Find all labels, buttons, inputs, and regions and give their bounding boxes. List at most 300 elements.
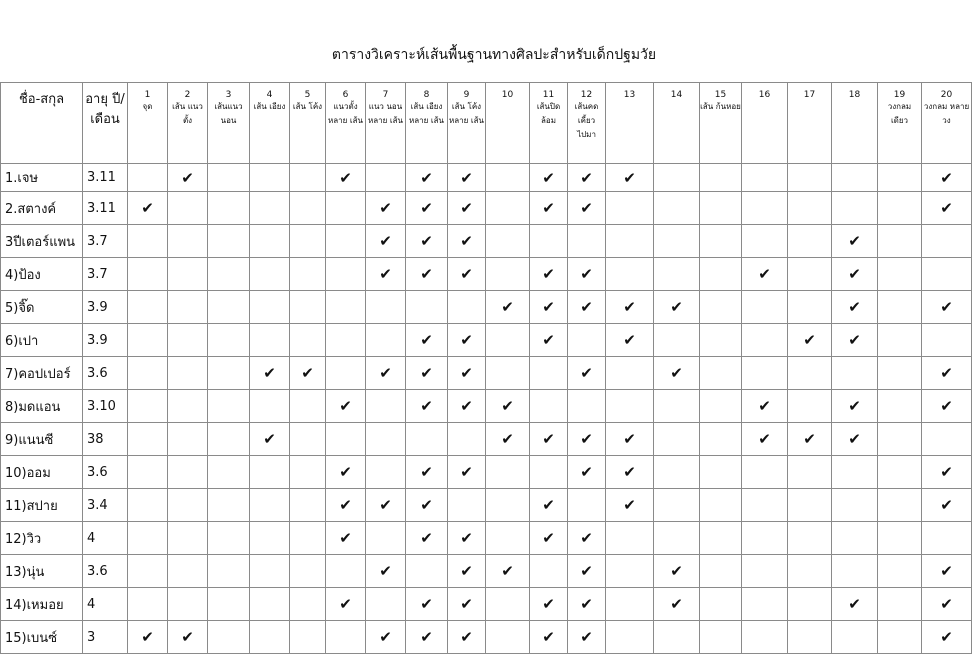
- check-mark-icon: ✔: [168, 164, 208, 192]
- check-mark-icon: ✔: [568, 555, 606, 588]
- check-mark-icon: ✔: [486, 291, 530, 324]
- check-mark-icon: ✔: [290, 357, 326, 390]
- empty-cell: [168, 423, 208, 456]
- check-mark-icon: ✔: [742, 258, 788, 291]
- header-col-number: 17: [803, 90, 816, 100]
- check-mark-icon: ✔: [788, 423, 832, 456]
- empty-cell: [700, 522, 742, 555]
- empty-cell: [326, 621, 366, 654]
- header-age: อายุ ปี/ เดือน: [83, 83, 128, 164]
- empty-cell: [168, 357, 208, 390]
- check-mark-icon: ✔: [366, 357, 406, 390]
- check-mark-icon: ✔: [530, 324, 568, 357]
- check-mark-icon: ✔: [406, 489, 448, 522]
- empty-cell: [742, 357, 788, 390]
- check-mark-icon: ✔: [606, 423, 654, 456]
- header-col-label: เส้น ก้นหอย: [700, 102, 741, 111]
- check-mark-icon: ✔: [530, 258, 568, 291]
- empty-cell: [878, 621, 922, 654]
- header-col-18: [832, 83, 878, 164]
- student-age: 3.7: [83, 225, 128, 258]
- empty-cell: [366, 456, 406, 489]
- empty-cell: [290, 621, 326, 654]
- check-mark-icon: ✔: [250, 357, 290, 390]
- student-age: 3: [83, 621, 128, 654]
- empty-cell: [486, 489, 530, 522]
- empty-cell: [290, 164, 326, 192]
- check-mark-icon: ✔: [448, 225, 486, 258]
- empty-cell: [878, 588, 922, 621]
- check-mark-icon: ✔: [654, 555, 700, 588]
- student-age: 3.6: [83, 456, 128, 489]
- check-mark-icon: ✔: [326, 489, 366, 522]
- check-mark-icon: ✔: [406, 324, 448, 357]
- empty-cell: [700, 192, 742, 225]
- table-row: [1, 357, 972, 390]
- header-col-19: [878, 83, 922, 164]
- header-col-number: 13: [623, 90, 636, 100]
- student-name: 9)แนนซี: [1, 423, 83, 456]
- empty-cell: [128, 423, 168, 456]
- empty-cell: [606, 225, 654, 258]
- empty-cell: [700, 258, 742, 291]
- empty-cell: [250, 456, 290, 489]
- empty-cell: [128, 555, 168, 588]
- empty-cell: [290, 423, 326, 456]
- check-mark-icon: ✔: [406, 225, 448, 258]
- check-mark-icon: ✔: [654, 588, 700, 621]
- check-mark-icon: ✔: [832, 588, 878, 621]
- header-col-15: [700, 83, 742, 164]
- check-mark-icon: ✔: [606, 489, 654, 522]
- empty-cell: [448, 423, 486, 456]
- table-row: [1, 164, 972, 192]
- header-col-label: แนว นอน หลาย เส้น: [368, 102, 403, 125]
- header-col-9: [448, 83, 486, 164]
- student-name: 1.เจษ: [1, 164, 83, 192]
- empty-cell: [742, 588, 788, 621]
- empty-cell: [878, 164, 922, 192]
- empty-cell: [128, 291, 168, 324]
- empty-cell: [700, 588, 742, 621]
- empty-cell: [168, 390, 208, 423]
- student-age: 3.6: [83, 555, 128, 588]
- header-col-6: [326, 83, 366, 164]
- check-mark-icon: ✔: [832, 258, 878, 291]
- header-col-7: [366, 83, 406, 164]
- empty-cell: [922, 258, 972, 291]
- table-row: [1, 324, 972, 357]
- empty-cell: [788, 621, 832, 654]
- header-col-number: 14: [670, 90, 683, 100]
- empty-cell: [290, 291, 326, 324]
- student-name: 13)นุ่น: [1, 555, 83, 588]
- check-mark-icon: ✔: [530, 164, 568, 192]
- check-mark-icon: ✔: [448, 555, 486, 588]
- empty-cell: [878, 225, 922, 258]
- check-mark-icon: ✔: [448, 522, 486, 555]
- check-mark-icon: ✔: [530, 522, 568, 555]
- empty-cell: [654, 522, 700, 555]
- empty-cell: [326, 423, 366, 456]
- check-mark-icon: ✔: [568, 357, 606, 390]
- empty-cell: [922, 324, 972, 357]
- empty-cell: [742, 192, 788, 225]
- header-col-number: 9: [463, 90, 470, 100]
- empty-cell: [208, 489, 250, 522]
- header-col-label: เส้นปิด ล้อม: [536, 102, 561, 125]
- empty-cell: [208, 225, 250, 258]
- empty-cell: [448, 291, 486, 324]
- student-age: 3.11: [83, 192, 128, 225]
- empty-cell: [208, 357, 250, 390]
- student-age: 3.9: [83, 324, 128, 357]
- student-name: 5)จิ๊ด: [1, 291, 83, 324]
- empty-cell: [326, 555, 366, 588]
- header-col-number: 11: [542, 90, 555, 100]
- empty-cell: [208, 621, 250, 654]
- empty-cell: [606, 390, 654, 423]
- check-mark-icon: ✔: [366, 489, 406, 522]
- empty-cell: [568, 324, 606, 357]
- empty-cell: [290, 555, 326, 588]
- empty-cell: [654, 390, 700, 423]
- table-body: [1, 164, 972, 654]
- student-age: 3.7: [83, 258, 128, 291]
- empty-cell: [530, 357, 568, 390]
- header-col-16: [742, 83, 788, 164]
- empty-cell: [606, 357, 654, 390]
- empty-cell: [700, 489, 742, 522]
- empty-cell: [128, 357, 168, 390]
- header-col-number: 20: [940, 90, 953, 100]
- check-mark-icon: ✔: [742, 423, 788, 456]
- empty-cell: [788, 291, 832, 324]
- empty-cell: [290, 489, 326, 522]
- header-col-11: [530, 83, 568, 164]
- empty-cell: [250, 522, 290, 555]
- empty-cell: [128, 258, 168, 291]
- header-col-number: 7: [382, 90, 389, 100]
- empty-cell: [208, 192, 250, 225]
- empty-cell: [486, 225, 530, 258]
- student-name: 7)คอปเปอร์: [1, 357, 83, 390]
- check-mark-icon: ✔: [530, 588, 568, 621]
- student-name: 4)ป้อง: [1, 258, 83, 291]
- header-col-number: 5: [304, 90, 311, 100]
- table-row: [1, 423, 972, 456]
- empty-cell: [128, 225, 168, 258]
- header-col-number: 16: [758, 90, 771, 100]
- empty-cell: [486, 621, 530, 654]
- check-mark-icon: ✔: [448, 164, 486, 192]
- empty-cell: [326, 192, 366, 225]
- check-mark-icon: ✔: [606, 456, 654, 489]
- check-mark-icon: ✔: [366, 225, 406, 258]
- check-mark-icon: ✔: [486, 423, 530, 456]
- empty-cell: [326, 291, 366, 324]
- check-mark-icon: ✔: [922, 555, 972, 588]
- check-mark-icon: ✔: [922, 621, 972, 654]
- header-col-label: เส้น แนวตั้ง: [172, 102, 203, 125]
- check-mark-icon: ✔: [606, 324, 654, 357]
- empty-cell: [366, 164, 406, 192]
- check-mark-icon: ✔: [922, 291, 972, 324]
- check-mark-icon: ✔: [568, 522, 606, 555]
- header-col-1: [128, 83, 168, 164]
- empty-cell: [250, 555, 290, 588]
- student-age: 4: [83, 588, 128, 621]
- student-name: 6)เปา: [1, 324, 83, 357]
- empty-cell: [366, 522, 406, 555]
- empty-cell: [654, 164, 700, 192]
- empty-cell: [486, 357, 530, 390]
- empty-cell: [168, 291, 208, 324]
- check-mark-icon: ✔: [922, 357, 972, 390]
- empty-cell: [742, 225, 788, 258]
- check-mark-icon: ✔: [366, 258, 406, 291]
- empty-cell: [878, 390, 922, 423]
- header-col-number: 4: [266, 90, 273, 100]
- empty-cell: [606, 258, 654, 291]
- student-age: 4: [83, 522, 128, 555]
- check-mark-icon: ✔: [406, 258, 448, 291]
- check-mark-icon: ✔: [568, 258, 606, 291]
- check-mark-icon: ✔: [486, 555, 530, 588]
- empty-cell: [486, 324, 530, 357]
- empty-cell: [486, 164, 530, 192]
- empty-cell: [606, 192, 654, 225]
- empty-cell: [700, 390, 742, 423]
- check-mark-icon: ✔: [922, 164, 972, 192]
- header-name: ชื่อ-สกุล: [1, 83, 83, 164]
- check-mark-icon: ✔: [832, 390, 878, 423]
- empty-cell: [168, 588, 208, 621]
- empty-cell: [366, 423, 406, 456]
- empty-cell: [530, 390, 568, 423]
- table-row: [1, 621, 972, 654]
- header-col-10: [486, 83, 530, 164]
- table-row: [1, 456, 972, 489]
- check-mark-icon: ✔: [832, 324, 878, 357]
- empty-cell: [878, 489, 922, 522]
- student-name: 11)สปาย: [1, 489, 83, 522]
- empty-cell: [250, 192, 290, 225]
- empty-cell: [878, 291, 922, 324]
- empty-cell: [568, 390, 606, 423]
- empty-cell: [832, 456, 878, 489]
- student-age: 3.6: [83, 357, 128, 390]
- empty-cell: [128, 522, 168, 555]
- empty-cell: [742, 164, 788, 192]
- student-name: 15)เบนซ์: [1, 621, 83, 654]
- empty-cell: [366, 390, 406, 423]
- check-mark-icon: ✔: [922, 192, 972, 225]
- empty-cell: [788, 390, 832, 423]
- header-col-number: 10: [501, 90, 514, 100]
- check-mark-icon: ✔: [654, 291, 700, 324]
- empty-cell: [168, 489, 208, 522]
- empty-cell: [486, 192, 530, 225]
- student-name: 12)วิว: [1, 522, 83, 555]
- empty-cell: [290, 192, 326, 225]
- empty-cell: [878, 192, 922, 225]
- empty-cell: [700, 324, 742, 357]
- table-row: [1, 291, 972, 324]
- check-mark-icon: ✔: [568, 588, 606, 621]
- empty-cell: [128, 588, 168, 621]
- empty-cell: [168, 555, 208, 588]
- header-col-8: [406, 83, 448, 164]
- header-col-5: [290, 83, 326, 164]
- check-mark-icon: ✔: [568, 164, 606, 192]
- empty-cell: [788, 588, 832, 621]
- header-col-label: เส้น เอียง หลาย เส้น: [409, 102, 444, 125]
- empty-cell: [606, 555, 654, 588]
- empty-cell: [366, 291, 406, 324]
- empty-cell: [250, 291, 290, 324]
- empty-cell: [742, 324, 788, 357]
- check-mark-icon: ✔: [530, 192, 568, 225]
- check-mark-icon: ✔: [406, 456, 448, 489]
- empty-cell: [486, 258, 530, 291]
- empty-cell: [128, 489, 168, 522]
- check-mark-icon: ✔: [568, 456, 606, 489]
- empty-cell: [128, 390, 168, 423]
- empty-cell: [654, 225, 700, 258]
- check-mark-icon: ✔: [366, 621, 406, 654]
- empty-cell: [742, 489, 788, 522]
- check-mark-icon: ✔: [568, 621, 606, 654]
- empty-cell: [208, 456, 250, 489]
- empty-cell: [250, 324, 290, 357]
- empty-cell: [208, 324, 250, 357]
- empty-cell: [250, 225, 290, 258]
- empty-cell: [486, 456, 530, 489]
- empty-cell: [568, 489, 606, 522]
- header-col-number: 8: [423, 90, 430, 100]
- check-mark-icon: ✔: [742, 390, 788, 423]
- check-mark-icon: ✔: [168, 621, 208, 654]
- check-mark-icon: ✔: [366, 555, 406, 588]
- student-age: 3.11: [83, 164, 128, 192]
- check-mark-icon: ✔: [568, 192, 606, 225]
- header-col-number: 6: [342, 90, 349, 100]
- empty-cell: [700, 225, 742, 258]
- empty-cell: [250, 164, 290, 192]
- check-mark-icon: ✔: [366, 192, 406, 225]
- empty-cell: [832, 489, 878, 522]
- check-mark-icon: ✔: [326, 164, 366, 192]
- empty-cell: [700, 357, 742, 390]
- empty-cell: [128, 324, 168, 357]
- student-age: 3.4: [83, 489, 128, 522]
- empty-cell: [326, 258, 366, 291]
- check-mark-icon: ✔: [406, 588, 448, 621]
- empty-cell: [290, 324, 326, 357]
- empty-cell: [168, 258, 208, 291]
- header-col-number: 1: [144, 90, 151, 100]
- empty-cell: [366, 588, 406, 621]
- empty-cell: [788, 164, 832, 192]
- empty-cell: [606, 522, 654, 555]
- check-mark-icon: ✔: [832, 225, 878, 258]
- empty-cell: [832, 357, 878, 390]
- check-mark-icon: ✔: [250, 423, 290, 456]
- empty-cell: [250, 258, 290, 291]
- check-mark-icon: ✔: [448, 621, 486, 654]
- check-mark-icon: ✔: [448, 456, 486, 489]
- header-col-17: [788, 83, 832, 164]
- empty-cell: [486, 588, 530, 621]
- table-row: [1, 225, 972, 258]
- empty-cell: [128, 164, 168, 192]
- check-mark-icon: ✔: [406, 164, 448, 192]
- empty-cell: [832, 522, 878, 555]
- check-mark-icon: ✔: [922, 489, 972, 522]
- check-mark-icon: ✔: [406, 192, 448, 225]
- student-name: 8)มดแอน: [1, 390, 83, 423]
- empty-cell: [208, 258, 250, 291]
- check-mark-icon: ✔: [448, 192, 486, 225]
- empty-cell: [654, 258, 700, 291]
- empty-cell: [290, 522, 326, 555]
- check-mark-icon: ✔: [654, 357, 700, 390]
- check-mark-icon: ✔: [922, 456, 972, 489]
- empty-cell: [208, 522, 250, 555]
- empty-cell: [700, 621, 742, 654]
- empty-cell: [654, 423, 700, 456]
- check-mark-icon: ✔: [448, 588, 486, 621]
- empty-cell: [788, 489, 832, 522]
- empty-cell: [406, 423, 448, 456]
- empty-cell: [700, 423, 742, 456]
- table-row: [1, 522, 972, 555]
- empty-cell: [832, 555, 878, 588]
- empty-cell: [654, 489, 700, 522]
- check-mark-icon: ✔: [568, 291, 606, 324]
- check-mark-icon: ✔: [448, 357, 486, 390]
- table-row: [1, 390, 972, 423]
- check-mark-icon: ✔: [128, 192, 168, 225]
- header-col-label: วงกลม เดียว: [887, 102, 912, 125]
- header-col-number: 3: [225, 90, 232, 100]
- check-mark-icon: ✔: [922, 390, 972, 423]
- empty-cell: [290, 258, 326, 291]
- empty-cell: [654, 192, 700, 225]
- empty-cell: [742, 291, 788, 324]
- empty-cell: [208, 555, 250, 588]
- header-col-label: เส้นแนว นอน: [214, 102, 243, 125]
- empty-cell: [168, 225, 208, 258]
- empty-cell: [922, 423, 972, 456]
- student-name: 14)เหมอย: [1, 588, 83, 621]
- empty-cell: [290, 225, 326, 258]
- student-name: 2.สตางค์: [1, 192, 83, 225]
- student-name: 3ปีเตอร์แพน: [1, 225, 83, 258]
- empty-cell: [250, 588, 290, 621]
- student-age: 3.9: [83, 291, 128, 324]
- empty-cell: [700, 291, 742, 324]
- empty-cell: [606, 621, 654, 654]
- empty-cell: [788, 555, 832, 588]
- empty-cell: [250, 621, 290, 654]
- empty-cell: [922, 225, 972, 258]
- header-col-label: เส้นคด เคี้ยว ไปมา: [574, 102, 599, 139]
- empty-cell: [788, 456, 832, 489]
- empty-cell: [700, 456, 742, 489]
- empty-cell: [290, 390, 326, 423]
